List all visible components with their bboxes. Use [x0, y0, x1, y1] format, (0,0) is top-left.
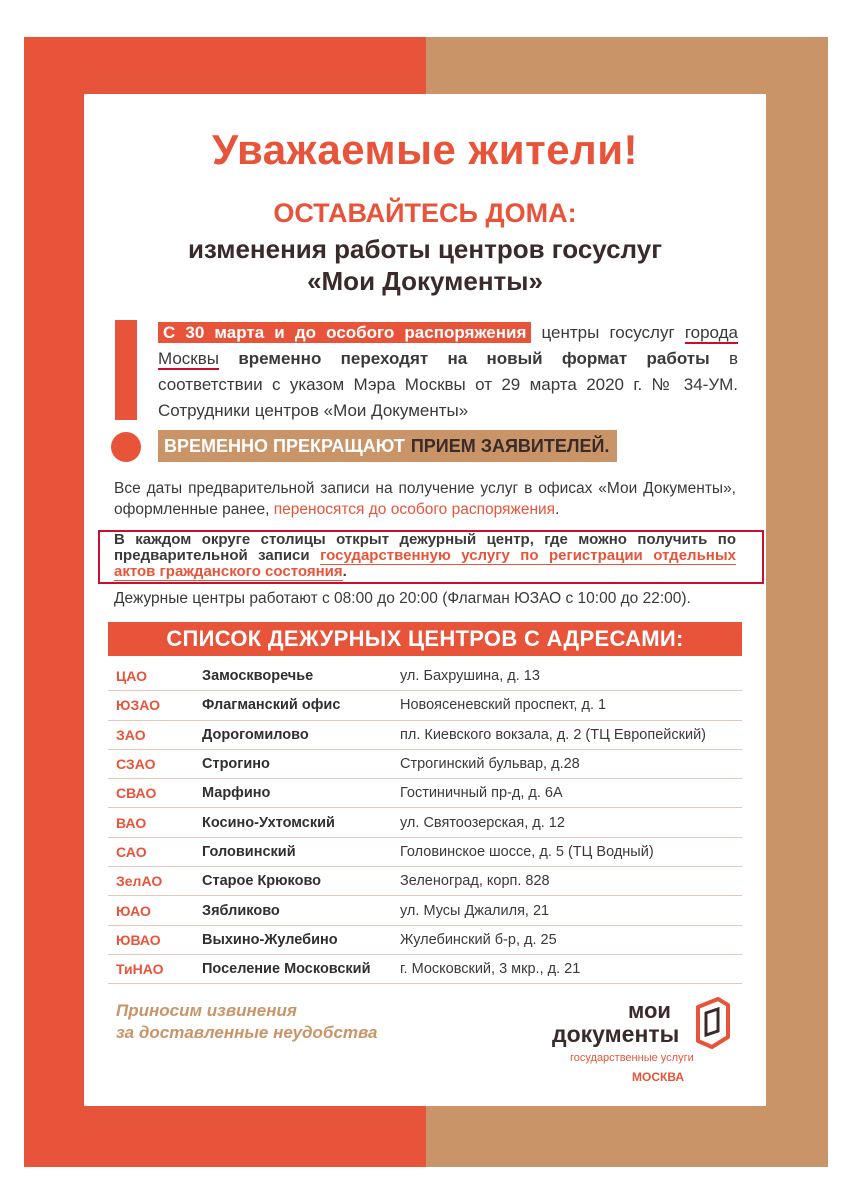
center-name: Дорогомилово [202, 726, 309, 743]
district: ТиНАО [116, 961, 164, 978]
table-row [108, 721, 742, 750]
notice-text-b [219, 349, 238, 368]
table-row [108, 867, 742, 896]
district: СЗАО [116, 756, 156, 773]
district: ЗелАО [116, 873, 163, 890]
center-name: Флагманский офис [202, 697, 341, 714]
notice-bold: временно переходят на новый формат работы [238, 349, 710, 368]
apology-text [116, 1000, 378, 1044]
apology-line1: Приносим извинения [116, 1001, 297, 1020]
center-address: ул. Мусы Джалиля, 21 [400, 902, 550, 919]
district: ЦАО [116, 668, 148, 685]
duty-accent: государственную услугу по регистрации отдельных актов гражданского состояния [114, 547, 737, 580]
logo-word-documents: документы [552, 1021, 680, 1047]
center-address: ул. Бахрушина, д. 13 [400, 668, 540, 685]
district: ВАО [116, 814, 147, 831]
centers-table [108, 662, 742, 984]
notice-text-a: центры госуслуг [531, 323, 685, 342]
table-row [108, 926, 742, 955]
subtitle-brand: «Мои Документы» [307, 266, 543, 296]
district: САО [116, 843, 147, 860]
center-name: Марфино [202, 785, 271, 802]
center-name: Старое Крюково [202, 873, 322, 890]
center-address: Жулебинский б-р, д. 25 [400, 931, 557, 948]
page-title: Уважаемые жители! [211, 126, 639, 173]
center-address: Головинское шоссе, д. 5 (ТЦ Водный) [400, 843, 654, 860]
notice-underlined: города Москвы [158, 323, 739, 368]
center-name: Косино-Ухтомский [202, 814, 335, 831]
table-row [108, 691, 742, 720]
table-row [108, 662, 742, 691]
center-address: пл. Киевского вокзала, д. 2 (ТЦ Европейский) [400, 726, 707, 743]
appointments-paragraph [114, 478, 736, 520]
duty-paragraph [114, 532, 736, 580]
logo-tagline: государственные услуги [570, 1052, 694, 1064]
center-address: Зеленоград, корп. 828 [400, 873, 550, 890]
duty-hours: Дежурные центры работают с 08:00 до 20:00 (Флагман ЮЗАО с 10:00 до 22:00). [114, 590, 691, 607]
warning-part1: ВРЕМЕННО ПРЕКРАЩАЮТ [158, 430, 411, 462]
notice-highlight: С 30 марта и до особого распоряжения [158, 322, 531, 343]
district: ЮАО [116, 902, 151, 919]
table-row [108, 750, 742, 779]
center-address: Строгинский бульвар, д.28 [400, 756, 580, 773]
table-row [108, 838, 742, 867]
subtitle-stay-home: ОСТАВАЙТЕСЬ ДОМА: [273, 198, 577, 228]
center-name: Поселение Московский [202, 961, 371, 978]
center-address: Гостиничный пр-д, д. 6А [400, 785, 563, 802]
exclamation-icon [115, 320, 137, 420]
table-row [108, 779, 742, 808]
notice-card [84, 94, 766, 1106]
centers-list-header: СПИСОК ДЕЖУРНЫХ ЦЕНТРОВ С АДРЕСАМИ: [108, 622, 742, 656]
center-name: Замоскворечье [202, 668, 314, 685]
center-address: ул. Святоозерская, д. 12 [400, 814, 565, 831]
district: ЗАО [116, 726, 146, 743]
appointments-text: Все даты предварительной записи на получение услуг в офисах «Мои Документы», оформленные ранее, [114, 480, 736, 518]
appointments-end: . [555, 501, 560, 518]
center-address: Новоясеневский проспект, д. 1 [400, 697, 607, 714]
exclamation-dot-icon [111, 432, 141, 462]
center-name: Выхино-Жулебино [202, 931, 338, 948]
district: СВАО [116, 785, 157, 802]
center-name: Строгино [202, 756, 270, 773]
subtitle-changes: изменения работы центров госуслуг [187, 234, 663, 264]
logo-city: МОСКВА [632, 1070, 685, 1084]
logo-word-moi: мои [628, 998, 671, 1023]
table-row [108, 808, 742, 837]
appointments-accent: переносятся до особого распоряжения [273, 501, 556, 518]
moi-dokumenty-logo-icon [692, 997, 732, 1049]
district: ЮЗАО [116, 697, 161, 714]
warning-banner [158, 430, 617, 462]
apology-line2: за доставленные неудобства [116, 1023, 378, 1042]
district: ЮВАО [116, 931, 161, 948]
center-name: Головинский [202, 843, 296, 860]
notice-paragraph [158, 320, 738, 424]
warning-part2: ПРИЕМ ЗАЯВИТЕЛЕЙ. [411, 430, 618, 462]
center-address: г. Московский, 3 мкр., д. 21 [400, 961, 581, 978]
table-row [108, 896, 742, 925]
center-name: Зябликово [202, 902, 280, 919]
notice-text-c: в соответствии с указом Мэра Москвы от 29 марта 2020 г. № 34-УМ. Сотрудники центров «Мои Документы» [158, 349, 738, 420]
duty-text: В каждом округе столицы открыт дежурный центр, где можно получить по предварительной записи [114, 531, 736, 564]
duty-end: . [342, 563, 347, 580]
table-row [108, 955, 742, 984]
